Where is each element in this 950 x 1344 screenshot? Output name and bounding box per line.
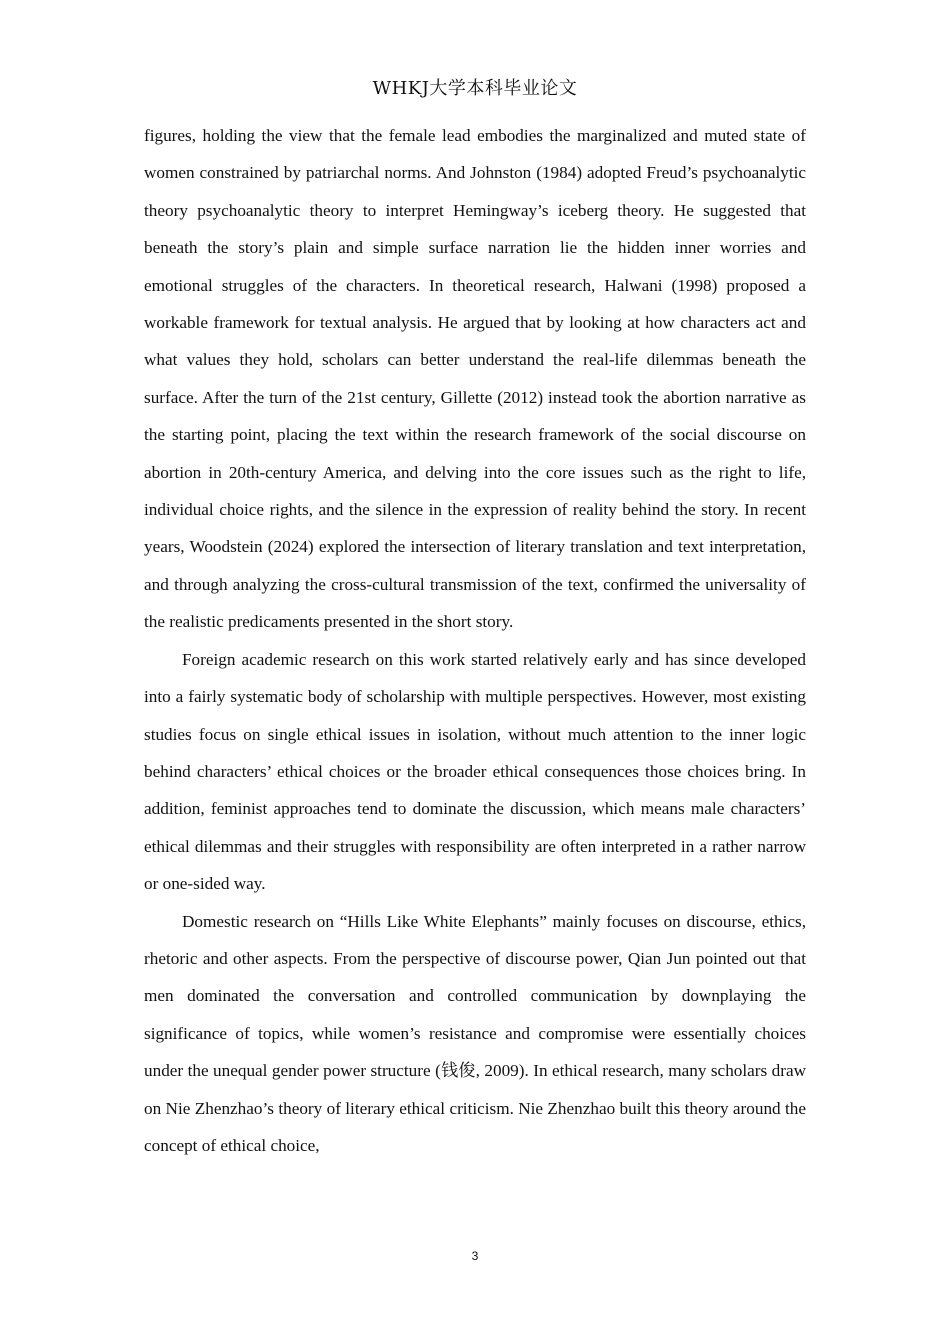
paragraph-domestic-research: Domestic research on “Hills Like White Elephants” mainly focuses on discourse, ethics, rhetoric and other aspects. From the perspective of discourse power, Qian Jun pointed out that men dominated the conversation and controlled communication by downplaying the significance of topics, while women’s resistance and compromise were essentially choices under the unequal gender power structure (钱俊, 2009). In ethical research, many scholars draw on Nie Zhenzhao’s theory of literary ethical criticism. Nie Zhenzhao built this theory around the concept of ethical choice, [144,911,806,1155]
running-header: WHKJ大学本科毕业论文 [372,78,578,99]
paragraph-foreign-research: Foreign academic research on this work started relatively early and has since developed into a fairly systematic body of scholarship with multiple perspectives. However, most existing studies focus on single ethical issues in isolation, without much attention to the inner logic behind characters’ ethical choices or the broader ethical consequences those choices bring. In addition, feminist approaches tend to dominate the discussion, which means male characters’ ethical dilemmas and their struggles with responsibility are often interpreted in a rather narrow or one-sided way. [144,649,806,894]
body-text [144,117,806,1164]
page-number: 3 [471,1249,479,1263]
paragraph-continued: figures, holding the view that the female lead embodies the marginalized and muted state of women constrained by patriarchal norms. And Johnston (1984) adopted Freud’s psychoanalytic theory psychoanalytic theory to interpret Hemingway’s iceberg theory. He suggested that beneath the story’s plain and simple surface narration lie the hidden inner worries and emotional struggles of the characters. In theoretical research, Halwani (1998) proposed a workable framework for textual analysis. He argued that by looking at how characters act and what values they hold, scholars can better understand the real-life dilemmas beneath the surface. After the turn of the 21st century, Gillette (2012) instead took the abortion narrative as the starting point, placing the text within the research framework of the social discourse on abortion in 20th-century America, and delving into the core issues such as the right to life, individual choice rights, and the silence in the expression of reality behind the story. In recent years, Woodstein (2024) explored the intersection of literary translation and text interpretation, and through analyzing the cross-cultural transmission of the text, confirmed the universality of the realistic predicaments presented in the short story. [144,126,806,632]
